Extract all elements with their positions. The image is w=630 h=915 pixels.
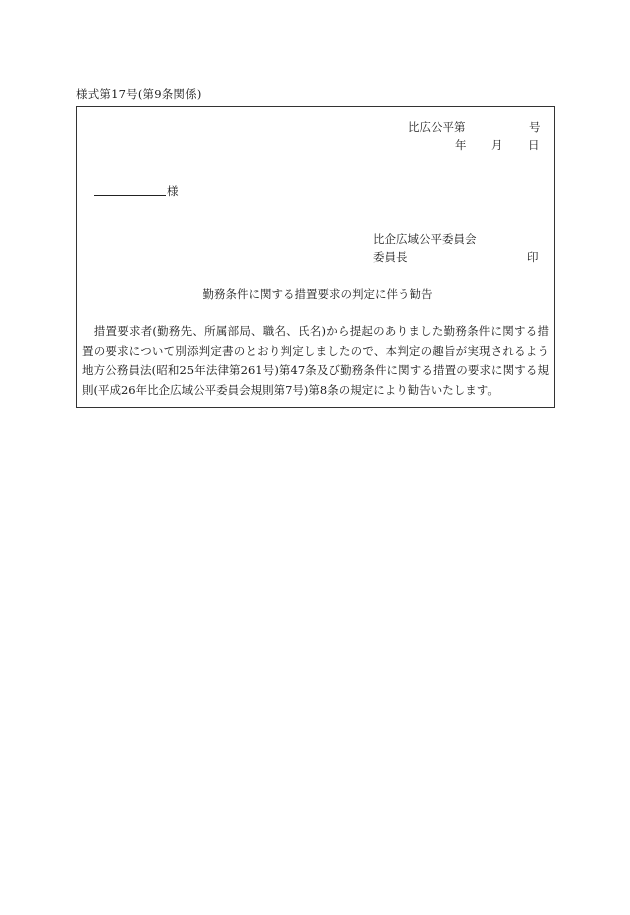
date-month-label: 月: [491, 138, 503, 152]
document-number-suffix: 号: [529, 120, 541, 134]
document-title: 勤務条件に関する措置要求の判定に伴う勧告: [202, 287, 433, 301]
document-number-prefix: 比広公平第: [408, 120, 466, 134]
addressee-honorific: 様: [167, 184, 179, 198]
sender-organization: 比企広域公平委員会: [373, 232, 477, 246]
document-body: 措置要求者(勤務先、所属部局、職名、氏名)から提起のありました勤務条件に関する措置の要求について別添判定書のとおり判定しましたので、本判定の趣旨が実現されるよう地方公務員法(昭和25年法律第261号)第47条及び勤務条件に関する措置の要求に関する規則(平成26年比企広域公平委員会規則第7号)第8条の規定により勧告いたします。: [82, 324, 549, 397]
date-day-label: 日: [528, 138, 540, 152]
form-number-label: 様式第17号(第9条関係): [76, 87, 202, 101]
addressee-blank-line: [94, 195, 166, 196]
document-frame: [76, 106, 555, 408]
seal-mark: 印: [527, 250, 539, 264]
date-year-label: 年: [455, 138, 467, 152]
sender-title: 委員長: [373, 250, 408, 264]
